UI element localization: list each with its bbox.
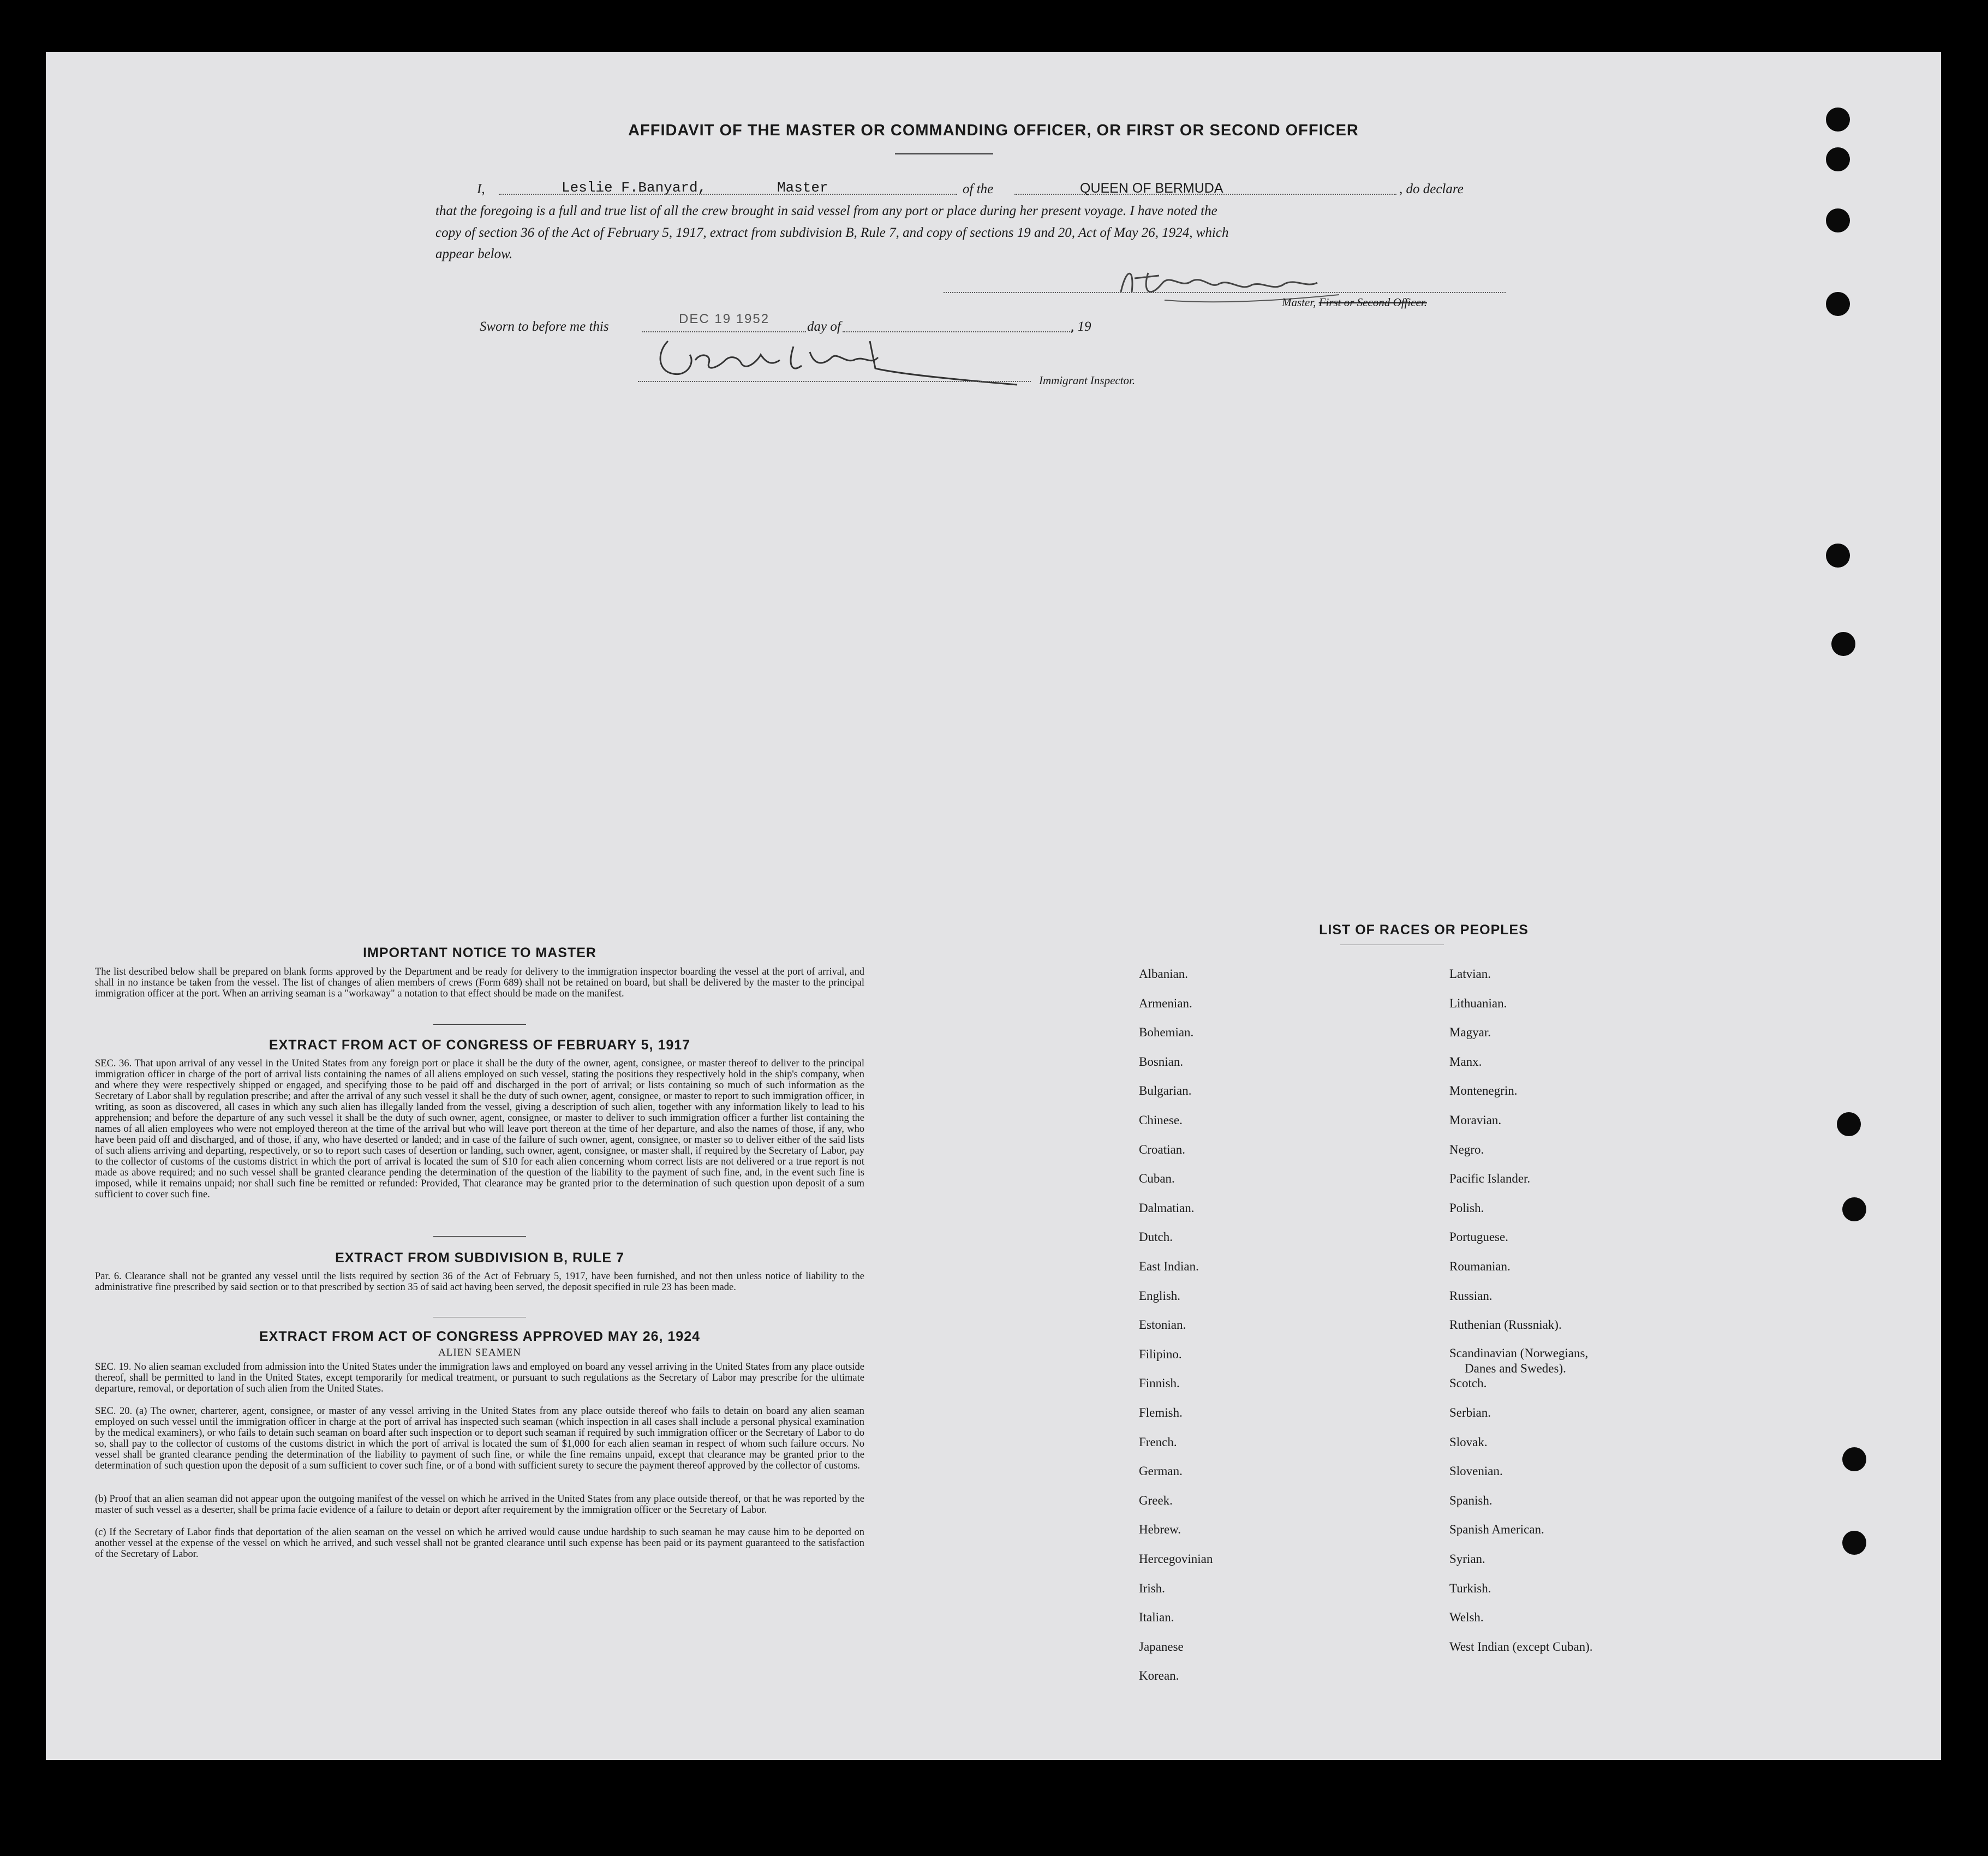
race-item: Portuguese.	[1449, 1230, 1508, 1244]
master-rank: Master	[777, 180, 828, 196]
race-item: Bulgarian.	[1139, 1084, 1192, 1098]
race-item: Latvian.	[1449, 967, 1491, 981]
race-item: Filipino.	[1139, 1347, 1182, 1361]
date-stamp: DEC 19 1952	[679, 312, 770, 326]
sec-20a-body: SEC. 20. (a) The owner, charterer, agent, consignee, or master of any vessel arriving in the United States from any place outside thereof who fails to detain on board any alien seaman employed on such vessel until the immigration officer in charge at the port of arrival has inspected such seaman (which inspection in all cases shall include a personal physical examination by the medical examiners), or who fails to detain such seaman on board after such inspection or to deport such seaman if required by such immigration officer or the Secretary of Labor to do so, shall pay to the collector of customs of the customs district in which the port of arrival is located the sum of $1,000 for each alien seaman in respect of whom such failure occurs. No vessel shall be granted clearance pending the determination of the liability to payment of such fine, or while the fine remains unpaid, except that clearance may be granted prior to the determination of such question upon the deposit of a sum sufficient to cover such fine, or of a bond with sufficient surety to secure the payment thereof approved by the collector of customs.	[95, 1406, 864, 1471]
do-declare: , do declare	[1399, 182, 1464, 196]
race-item: Italian.	[1139, 1610, 1174, 1625]
race-item: Pacific Islander.	[1449, 1172, 1531, 1186]
master-caption-master: Master,	[1282, 296, 1316, 309]
race-item: Bosnian.	[1139, 1054, 1184, 1069]
race-item: Russian.	[1449, 1288, 1493, 1303]
sec-19-body: SEC. 19. No alien seaman excluded from admission into the United States under the immigration laws and employed on board any vessel arriving in the United States from any place outside thereof, shall be permitted to land in the United States, except temporarily for medical treatment, or pursuant to such regulations as the Secretary of Labor may prescribe for the ultimate departure, removal, or deportation of such alien from the United States.	[95, 1362, 864, 1394]
subdiv-b-title: EXTRACT FROM SUBDIVISION B, RULE 7	[335, 1250, 624, 1266]
race-item: Croatian.	[1139, 1142, 1185, 1156]
race-item: Greek.	[1139, 1493, 1173, 1507]
race-item: Chinese.	[1139, 1113, 1183, 1127]
race-item: Albanian.	[1139, 967, 1189, 981]
race-item: Hercegovinian	[1139, 1552, 1213, 1566]
binder-hole	[1826, 108, 1850, 132]
notice-body: The list described below shall be prepared on blank forms approved by the Department and be ready for delivery to the immigration inspector boarding the vessel at the port of arrival, and shall in no instance be taken from the vessel. The list of changes of alien members of crews (Form 689) shall not be retained on board, but shall be delivered by the master to the principal immigration officer at the port. When an arriving seaman is a "workaway" a notation to that effect should be made on the manifest.	[95, 966, 864, 999]
sec-20b-body: (b) Proof that an alien seaman did not appear upon the outgoing manifest of the vessel on which he arrived in the United States from any place outside thereof, or that he was reported by the master of such vessel as a deserter, shall be prima facie evidence of a failure to detain or deport after requirement by the immigration officer or the Secretary of Labor.	[95, 1494, 864, 1515]
race-item: Magyar.	[1449, 1025, 1491, 1040]
race-item: Cuban.	[1139, 1172, 1175, 1186]
race-item: Serbian.	[1449, 1406, 1491, 1419]
subdiv-b-body: Par. 6. Clearance shall not be granted any vessel until the lists required by section 36 of the Act of February 5, 1917, have been furnished, and not then unless notice of liability to the administrative fine prescribed by said section or to that prescribed by section 35 of said act having been served, the deposit specified in rule 23 has been made.	[95, 1271, 864, 1293]
master-caption	[1282, 296, 1427, 309]
race-item: Roumanian.	[1449, 1260, 1511, 1273]
master-name: Leslie F.Banyard,	[562, 180, 707, 196]
race-item: Flemish.	[1139, 1406, 1183, 1419]
race-item: Japanese	[1139, 1639, 1184, 1654]
race-item: East Indian.	[1139, 1260, 1199, 1273]
notice-title: IMPORTANT NOTICE TO MASTER	[363, 945, 596, 960]
document-page	[46, 52, 1941, 1760]
affidavit-title: AFFIDAVIT OF THE MASTER OR COMMANDING OFFICER, OR FIRST OR SECOND OFFICER	[628, 122, 1359, 139]
races-title: LIST OF RACES OR PEOPLES	[1319, 922, 1529, 938]
race-item: German.	[1139, 1464, 1183, 1478]
race-item: Welsh.	[1449, 1610, 1484, 1625]
binder-hole	[1842, 1531, 1866, 1555]
signature-blank	[944, 292, 1506, 293]
race-item: Armenian.	[1139, 996, 1192, 1010]
race-item: Danes and Swedes).	[1465, 1361, 1566, 1375]
race-item: Syrian.	[1449, 1552, 1485, 1566]
binder-hole	[1826, 208, 1850, 232]
divider-2	[433, 1236, 526, 1237]
extract-1917-body: SEC. 36. That upon arrival of any vessel in the United States from any foreign port or place it shall be the duty of the owner, agent, consignee, or master thereof to deliver to the principal immigration officer in charge of the port of arrival lists containing the names of all aliens employed on such vessel, stating the positions they respectively hold in the ship's company, when and where they were respectively shipped or engaged, and specifying those to be paid off and discharged in the port of arrival; or lists containing so much of such information as the Secretary of Labor shall by regulation prescribe; and after the arrival of any such vessel it shall be the duty of such owner, agent, consignee, or master to report to such immigration officer, in writing, as soon as discovered, all cases in which any such alien has illegally landed from the vessel, giving a description of such alien, together with any information likely to lead to his apprehension; and before the departure of any such vessel it shall be the duty of such owner, agent, consignee, or master to deliver to such immigration officer a further list containing the names of all alien employees who were not employed thereon at the time of the arrival but who will leave port thereon at the time of her departure, and also the names of those, if any, who have been paid off and discharged, and of those, if any, who have deserted or landed; and in case of the failure of such owner, agent, consignee, or master so to deliver either of the said lists of such aliens arriving and departing, respectively, or so to report such cases of desertion or landing, such owner, agent, consignee, or master shall, if required by the Secretary of Labor, pay to the collector of customs of the customs district in which the port of arrival is located the sum of $10 for each alien concerning whom correct lists are not delivered or a true report is not made as above required; and no such vessel shall be granted clearance pending the determination of the question of the liability to the payment of such fine, and, in the event such fine is imposed, while it remains unpaid; nor shall such fine be remitted or refunded: Provided, That clearance may be granted prior to the determination of such question upon deposit of a sum sufficient to cover such fine.	[95, 1058, 864, 1200]
race-item: Slovenian.	[1449, 1464, 1503, 1478]
of-the-label: of the	[963, 182, 994, 196]
title-divider	[895, 153, 993, 154]
race-item: Scandinavian (Norwegians,	[1449, 1346, 1589, 1360]
race-item: Negro.	[1449, 1142, 1484, 1156]
day-of-label: day of	[807, 319, 841, 334]
extract-1924-title: EXTRACT FROM ACT OF CONGRESS APPROVED MAY 26, 1924	[259, 1329, 701, 1344]
race-item: Korean.	[1139, 1669, 1179, 1683]
sec-20c-body: (c) If the Secretary of Labor finds that deportation of the alien seaman on the vessel on which he arrived would cause undue hardship to such seaman he may cause him to be deported on another vessel at the expense of the vessel on which he arrived, and such vessel shall not be granted clearance until such expense has been paid or its payment guaranteed to the satisfaction of the Secretary of Labor.	[95, 1527, 864, 1560]
race-item: Turkish.	[1449, 1581, 1491, 1595]
affidavit-line-2: that the foregoing is a full and true list of all the crew brought in said vessel from any port or place during her present voyage. I have noted the	[435, 204, 1217, 218]
race-item: Slovak.	[1449, 1435, 1488, 1449]
vessel-name: QUEEN OF BERMUDA	[1080, 181, 1223, 196]
race-item: Spanish.	[1449, 1493, 1493, 1507]
race-item: Estonian.	[1139, 1318, 1186, 1332]
divider-1	[433, 1024, 526, 1025]
race-item: Dutch.	[1139, 1230, 1173, 1244]
race-item: Hebrew.	[1139, 1523, 1181, 1537]
affidavit-line-3: copy of section 36 of the Act of February 5, 1917, extract from subdivision B, Rule 7, and copy of sections 19 and 20, Act of May 26, 1924, which	[435, 225, 1229, 240]
race-item: Scotch.	[1449, 1376, 1487, 1390]
race-item: Ruthenian (Russniak).	[1449, 1318, 1562, 1332]
affidavit-line-4: appear below.	[435, 247, 513, 261]
race-item: Lithuanian.	[1449, 996, 1507, 1010]
inspector-blank	[638, 381, 1031, 382]
race-item: Moravian.	[1449, 1113, 1502, 1127]
extract-1917-title: EXTRACT FROM ACT OF CONGRESS OF FEBRUARY 5, 1917	[268, 1037, 691, 1053]
sworn-label: Sworn to before me this	[480, 319, 609, 334]
inspector-caption: Immigrant Inspector.	[1039, 374, 1136, 387]
race-item: Manx.	[1449, 1054, 1482, 1069]
binder-hole	[1826, 292, 1850, 316]
binder-hole	[1837, 1112, 1861, 1136]
binder-hole	[1826, 544, 1850, 568]
race-item: French.	[1139, 1435, 1177, 1449]
race-item: Polish.	[1449, 1201, 1484, 1215]
alien-seamen-subtitle: ALIEN SEAMEN	[438, 1347, 521, 1358]
race-item: Montenegrin.	[1449, 1084, 1518, 1098]
race-item: West Indian (except Cuban).	[1449, 1639, 1593, 1654]
race-item: English.	[1139, 1288, 1181, 1303]
year-prefix: , 19	[1071, 319, 1091, 334]
race-item: Finnish.	[1139, 1376, 1180, 1390]
binder-hole	[1842, 1447, 1866, 1471]
master-caption-struck: First or Second Officer.	[1318, 296, 1427, 309]
i-prefix: I,	[477, 182, 485, 196]
binder-hole	[1831, 632, 1855, 656]
race-item: Bohemian.	[1139, 1025, 1194, 1040]
race-item: Dalmatian.	[1139, 1201, 1195, 1215]
race-item: Irish.	[1139, 1581, 1165, 1595]
binder-hole	[1826, 147, 1850, 171]
race-item: Spanish American.	[1449, 1523, 1544, 1537]
inspector-signature	[635, 330, 1017, 396]
binder-hole	[1842, 1197, 1866, 1221]
